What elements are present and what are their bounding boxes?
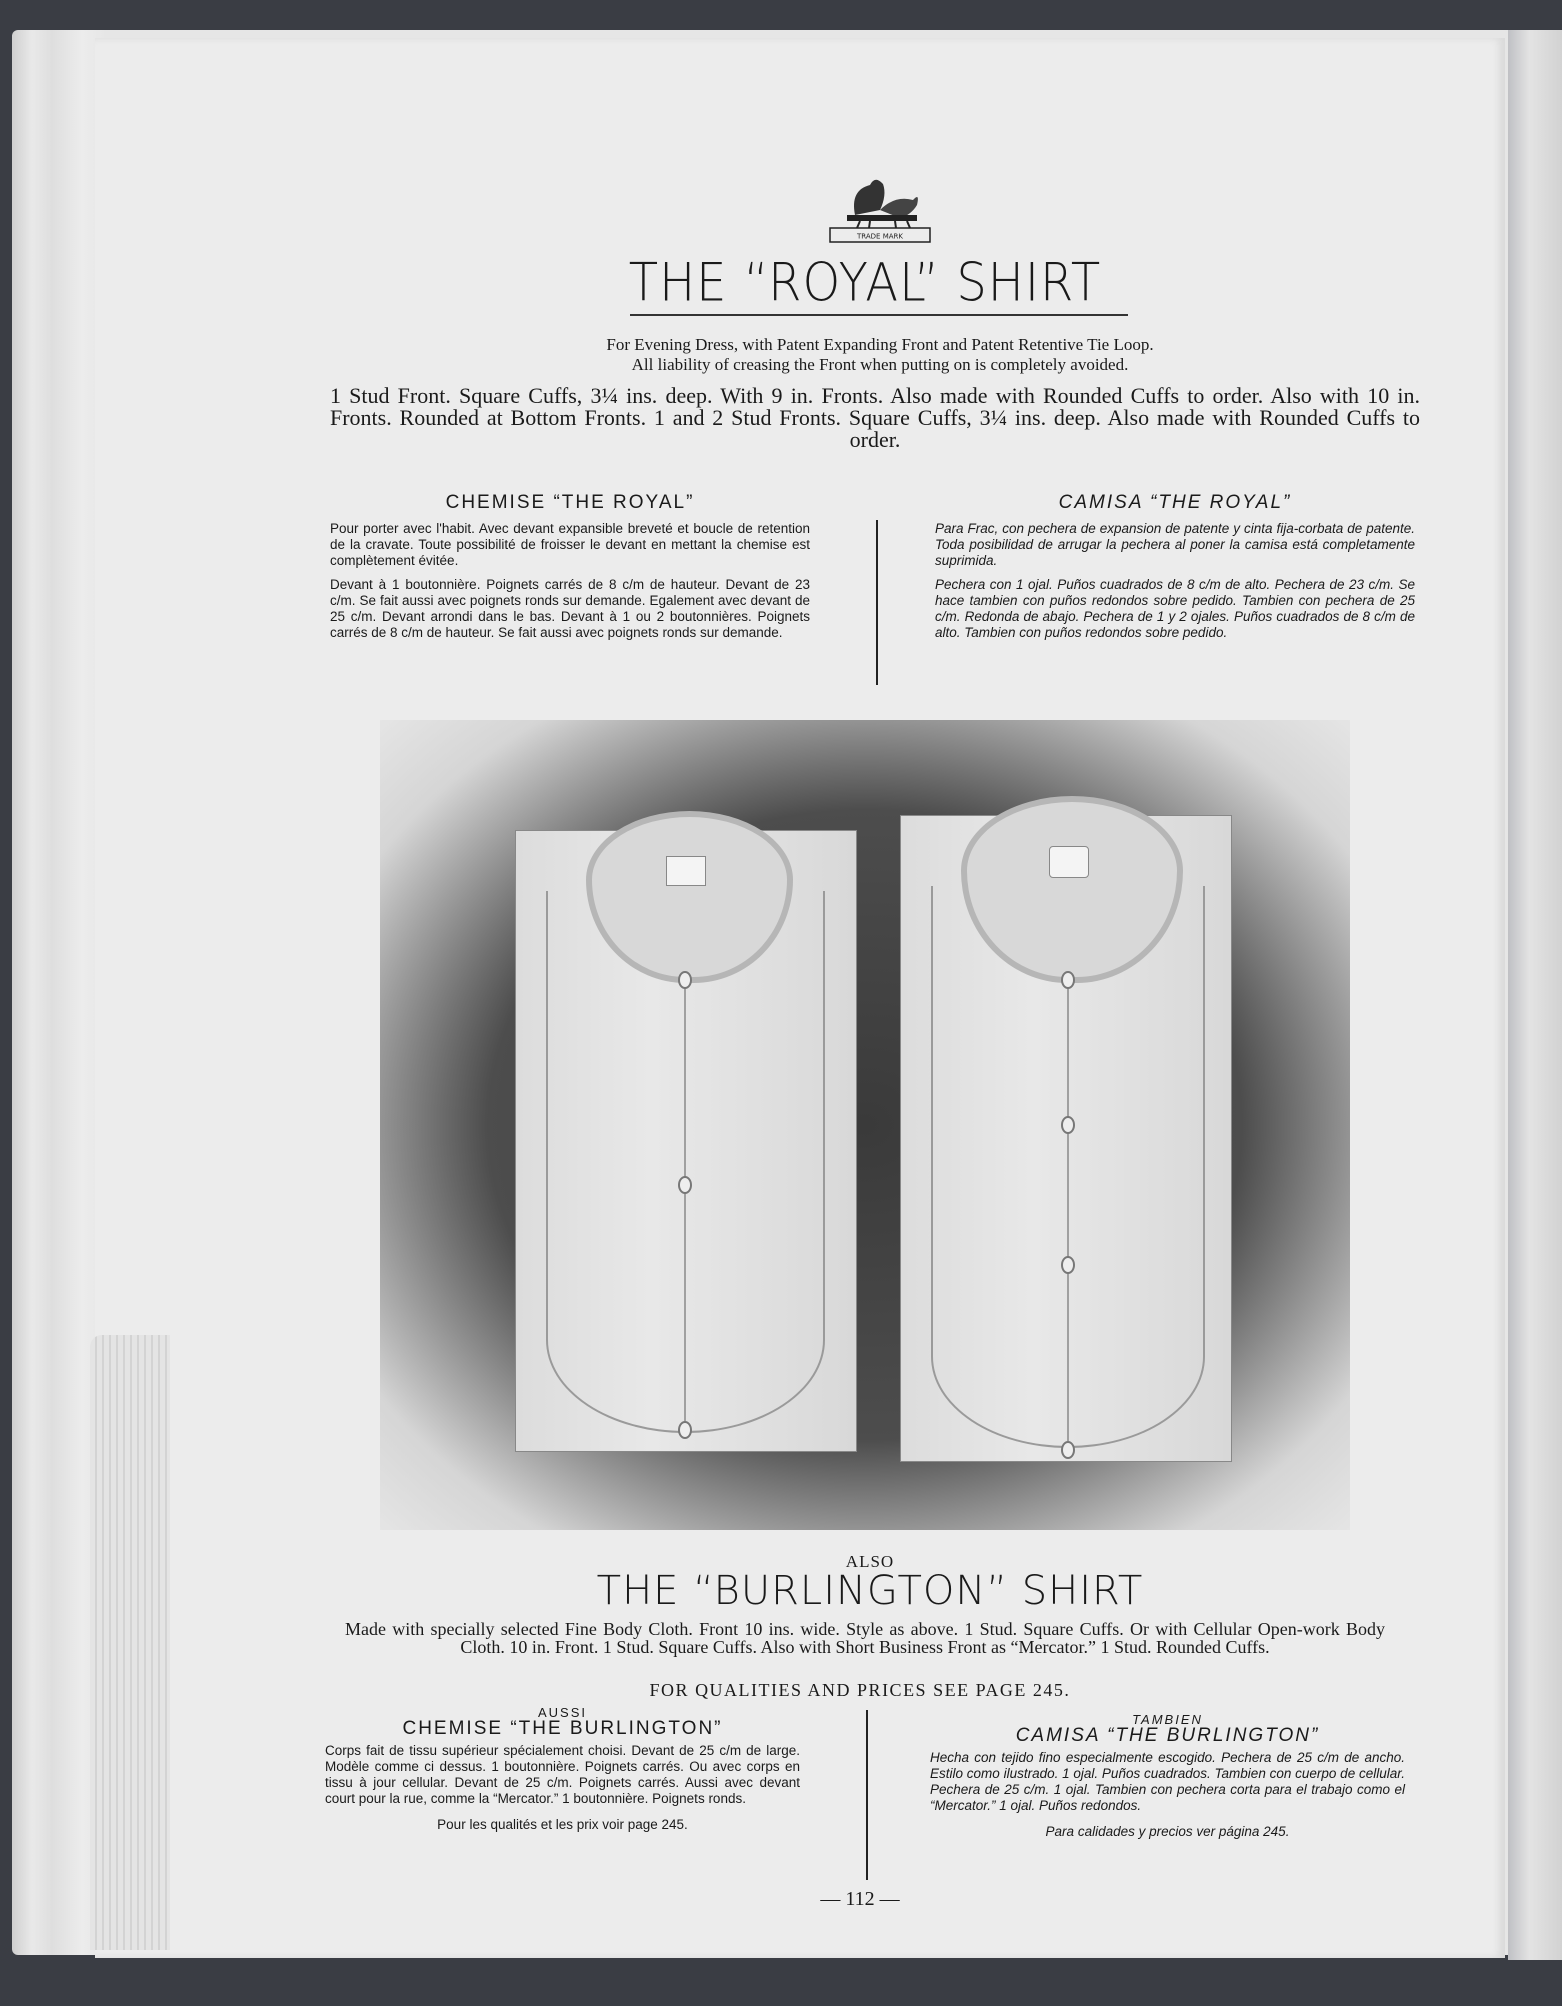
qualities-note: FOR QUALITIES AND PRICES SEE PAGE 245. (649, 1680, 1071, 1700)
page-edge-tab (90, 1335, 170, 1950)
column-divider (866, 1710, 868, 1880)
burlington-french-text: Corps fait de tissu supérieur spécialement choisi. Devant de 25 c/m de large. Modèle comme ci dessus. 1 boutonnière. Poignets carrés. Ou avec corps en tissu à jour cellular. Devant de 25 c/m. Poignets carrés. Aussi avec devant court pour la rue, comme la “Mercator.” 1 boutonnière. Poignets ronds. (325, 1743, 800, 1806)
column-divider (876, 520, 878, 685)
royal-spanish-para2: Pechera con 1 ojal. Puños cuadrados de 8 c/m de alto. Pechera de 23 c/m. Se hace tambien con puños redondos sobre pedido. Tambien con pechera de 25 c/m. Redonda de abajo. Pechera de 1 y 2 ojales. Puños cuadrados de 8 c/m de alto. Tambien con puños redondos sobre pedido. (935, 577, 1415, 640)
royal-french-para1: Pour porter avec l'habit. Avec devant expansible breveté et boucle de retention de la cravate. Toute possibilité de froisser le devant en mettant la chemise est complètement évitée. (330, 521, 810, 568)
shirt-right-placket (1067, 981, 1069, 1441)
stud-icon (1061, 971, 1075, 989)
burlington-spanish-column (930, 1712, 1405, 1840)
burlington-french-footnote: Pour les qualités et les prix voir page 245. (437, 1817, 688, 1832)
burlington-specs: Made with specially selected Fine Body Cloth. Front 10 ins. wide. Style as above. 1 Stud. Square Cuffs. Or with Cellular Open-work Body Cloth. 10 in. Front. 1 Stud. Square Cuffs. Also with Short Business Front as “Mercator.” 1 Stud. Rounded Cuffs. (345, 1619, 1385, 1657)
stud-icon (1061, 1441, 1075, 1459)
stud-icon (1061, 1256, 1075, 1274)
stud-icon (678, 1421, 692, 1439)
stud-icon (678, 1176, 692, 1194)
royal-french-para2: Devant à 1 boutonnière. Poignets carrés de 8 c/m de hauteur. Devant de 23 c/m. Se fait aussi avec poignets ronds sur demande. Egalement avec devant de 25 c/m. Devant arrondi dans le bas. Devant à 1 ou 2 boutonnières. Poignets carrés de 8 c/m de hauteur. Se fait aussi avec poignets ronds sur demande. (330, 577, 810, 640)
royal-spanish-heading: CAMISA “THE ROYAL” (1058, 492, 1292, 513)
burlington-french-column (325, 1705, 800, 1833)
trademark-label: TRADE MARK (857, 232, 903, 241)
tambien-label: TAMBIEN (1132, 1712, 1203, 1727)
shirt-right (900, 815, 1232, 1462)
trademark-emblem (825, 170, 935, 245)
stud-icon (678, 971, 692, 989)
royal-french-column (330, 492, 810, 649)
burlington-spanish-text: Hecha con tejido fino especialmente escogido. Pechera de 25 c/m de ancho. Estilo como ilustrado. 1 ojal. Puños cuadrados. Tambien con cuerpo de cellular. Pechera de 25 c/m. 1 ojal. Tambien con pechera corta para el trabajo como el “Mercator.” 1 ojal. Puños redondos. (930, 1750, 1405, 1813)
burlington-french-heading: CHEMISE “THE BURLINGTON” (402, 1718, 723, 1739)
royal-intro (340, 335, 1420, 375)
burlington-spanish-heading: CAMISA “THE BURLINGTON” (1015, 1725, 1320, 1746)
shirt-left-label (666, 856, 706, 886)
royal-spanish-para1: Para Frac, con pechera de expansion de patente y cinta fija-corbata de patente. Toda posibilidad de arrugar la pechera al poner la camisa está completamente suprimida. (935, 521, 1415, 568)
royal-title: THE “ROYAL” SHIRT (628, 252, 1102, 314)
royal-spanish-column (935, 492, 1415, 649)
royal-french-heading: CHEMISE “THE ROYAL” (445, 492, 695, 513)
burlington-spanish-footnote: Para calidades y precios ver página 245. (1045, 1824, 1290, 1839)
shirt-right-label (1049, 846, 1089, 878)
stud-icon (1061, 1116, 1075, 1134)
royal-intro-line2: All liability of creasing the Front when putting on is completely avoided. (631, 355, 1129, 374)
also-label: ALSO (845, 1552, 895, 1571)
shirts-photograph (380, 720, 1350, 1530)
shirt-left (515, 830, 857, 1452)
royal-specs: 1 Stud Front. Square Cuffs, 3¼ ins. deep. With 9 in. Fronts. Also made with Rounded Cuffs to order. Also with 10 in. Fronts. Rounded at Bottom Fronts. 1 and 2 Stud Fronts. Square Cuffs, 3¼ ins. deep. Also made with Rounded Cuffs to order. (330, 383, 1420, 452)
aussi-label: AUSSI (537, 1705, 587, 1720)
facing-page-edge (1508, 30, 1562, 1960)
burlington-title: THE “BURLINGTON” SHIRT (596, 1568, 1144, 1614)
title-underline (630, 314, 1128, 316)
page-number: — 112 — (820, 1888, 900, 1910)
shirt-left-placket (684, 981, 686, 1421)
royal-intro-line1: For Evening Dress, with Patent Expanding Front and Patent Retentive Tie Loop. (606, 335, 1154, 354)
